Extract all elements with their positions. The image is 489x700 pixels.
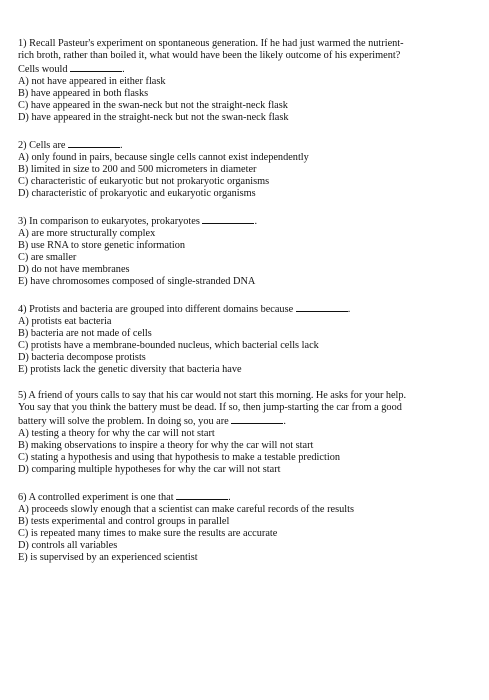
question-3-stem-text: 3) In comparison to eukaryotes, prokaryotes xyxy=(18,216,200,227)
question-2-option-c: C) characteristic of eukaryotic but not prokaryotic organisms xyxy=(18,176,270,187)
question-1-option-d: D) have appeared in the straight-neck but not the swan-neck flask xyxy=(18,112,289,123)
question-5-option-b: B) making observations to inspire a theory for why the car will not start xyxy=(18,440,314,451)
question-3-option-b: B) use RNA to store genetic information xyxy=(18,240,186,251)
question-4-option-d: D) bacteria decompose protists xyxy=(18,352,146,363)
question-4-blank-suffix: . xyxy=(347,304,351,315)
question-3-option-e: E) have chromosomes composed of single-stranded DNA xyxy=(18,276,256,287)
question-6-blank xyxy=(176,490,228,500)
question-1-blank xyxy=(70,62,122,72)
question-4-stem-text: 4) Protists and bacteria are grouped into different domains because xyxy=(18,304,294,315)
question-3-option-d: D) do not have membranes xyxy=(18,264,130,275)
question-5-option-a: A) testing a theory for why the car will not start xyxy=(18,428,215,439)
question-5 xyxy=(18,390,484,476)
question-5-option-c: C) stating a hypothesis and using that hypothesis to make a testable prediction xyxy=(18,452,341,463)
question-6-blank-suffix: . xyxy=(228,492,231,503)
question-1-option-a: A) not have appeared in either flask xyxy=(18,76,166,87)
question-3-option-a: A) are more structurally complex xyxy=(18,228,156,239)
question-5-stem-line-3 xyxy=(18,414,484,428)
question-5-stem-line-2: You say that you think the battery must be dead. If so, then jump-starting the car from a good xyxy=(18,402,402,413)
question-1-stem-line-1: 1) Recall Pasteur's experiment on spontaneous generation. If he had just warmed the nutrient- xyxy=(18,38,404,49)
question-1 xyxy=(18,38,484,124)
question-4 xyxy=(18,302,484,376)
question-1-stem-line-3 xyxy=(18,62,484,76)
question-1-option-c: C) have appeared in the swan-neck but not the straight-neck flask xyxy=(18,100,288,111)
question-1-stem-line-2: rich broth, rather than boiled it, what would have been the likely outcome of his experiment? xyxy=(18,50,401,61)
question-6-option-a: A) proceeds slowly enough that a scientist can make careful records of the results xyxy=(18,504,354,515)
question-6-option-e: E) is supervised by an experienced scientist xyxy=(18,552,198,563)
question-2-option-a: A) only found in pairs, because single cells cannot exist independently xyxy=(18,152,309,163)
question-6-option-d: D) controls all variables xyxy=(18,540,118,551)
question-3-stem-line-1 xyxy=(18,214,484,228)
question-4-option-e: E) protists lack the genetic diversity that bacteria have xyxy=(18,364,242,375)
question-6-stem-text: 6) A controlled experiment is one that xyxy=(18,492,174,503)
question-2-option-d: D) characteristic of prokaryotic and eukaryotic organisms xyxy=(18,188,256,199)
question-6-stem-line-1 xyxy=(18,490,484,504)
question-2-blank xyxy=(68,138,120,148)
question-3 xyxy=(18,214,484,288)
question-3-blank xyxy=(202,214,254,224)
question-3-blank-suffix: . xyxy=(254,216,258,227)
question-2-option-b: B) limited in size to 200 and 500 micrometers in diameter xyxy=(18,164,257,175)
question-1-blank-suffix: . xyxy=(122,64,125,75)
question-2-stem-line-1 xyxy=(18,138,484,152)
question-5-stem-text: battery will solve the problem. In doing so, you are xyxy=(18,416,229,427)
question-6-option-c: C) is repeated many times to make sure the results are accurate xyxy=(18,528,278,539)
question-4-option-c: C) protists have a membrane-bounded nucleus, which bacterial cells lack xyxy=(18,340,319,351)
question-2-blank-suffix: . xyxy=(120,140,123,151)
question-sheet xyxy=(18,38,484,578)
question-1-option-b: B) have appeared in both flasks xyxy=(18,88,149,99)
question-6 xyxy=(18,490,484,564)
question-5-blank xyxy=(231,414,283,424)
question-6-option-b: B) tests experimental and control groups in parallel xyxy=(18,516,230,527)
question-4-blank xyxy=(296,302,348,312)
question-5-stem-line-1: 5) A friend of yours calls to say that his car would not start this morning. He asks for your help. xyxy=(18,390,406,401)
question-5-option-d: D) comparing multiple hypotheses for why the car will not start xyxy=(18,464,281,475)
question-4-stem-line-1 xyxy=(18,302,484,316)
question-4-option-b: B) bacteria are not made of cells xyxy=(18,328,152,339)
question-1-stem-text: Cells would xyxy=(18,64,68,75)
question-3-option-c: C) are smaller xyxy=(18,252,77,263)
question-2-stem-text: 2) Cells are xyxy=(18,140,66,151)
question-4-option-a: A) protists eat bacteria xyxy=(18,316,112,327)
question-5-blank-suffix: . xyxy=(283,416,286,427)
question-2 xyxy=(18,138,484,200)
